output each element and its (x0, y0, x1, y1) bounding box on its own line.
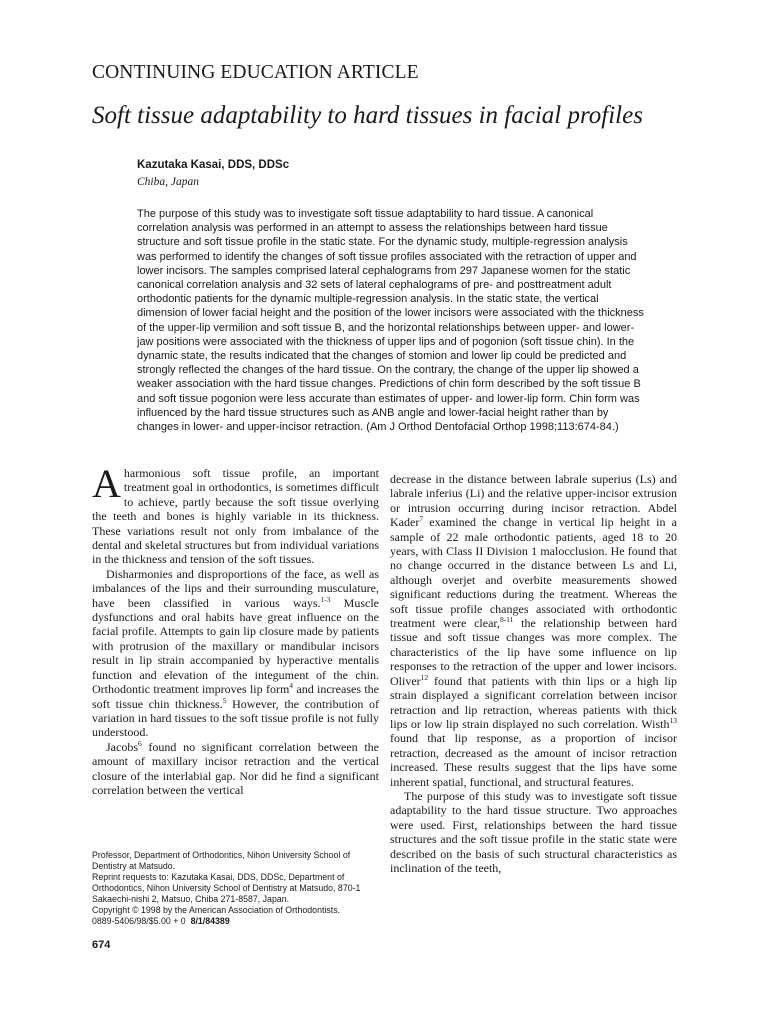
abstract: The purpose of this study was to investigate soft tissue adaptability to hard tissue. A canonical correlation analysis was performed in an attempt to assess the relationships between hard tissue structure and soft tissue profile in the static state. For the dynamic study, multiple-regression analysis was performed to identify the changes of soft tissue profiles associated with the retraction of upper and lower incisors. The samples comprised lateral cephalograms from 297 Japanese women for the static canonical correlation analysis and 32 sets of lateral cephalograms of pre- and posttreatment adult orthodontic patients for the dynamic multiple-regression analysis. In the static state, the vertical dimension of lower facial height and the position of the lower incisors were associated with the thickness of the upper-lip vermilion and soft tissue B, and the horizontal relationships between upper- and lower-jaw positions were associated with the thickness of upper lips and of pogonion (soft tissue chin). In the dynamic state, the results indicated that the changes of stomion and lower lip could be predicted and strongly reflected the changes of the hard tissue. On the contrary, the change of the upper lip showed a weaker association with the hard tissue changes. Predictions of chin form described by the soft tissue B and soft tissue pogonion were less accurate than estimates of upper- and lower-lip form. Chin form was influenced by the hard tissue structures such as ANB angle and lower-facial height rather than by changes in lower- and upper-incisor retraction. (Am J Orthod Dentofacial Orthop 1998;113:674-84.) (137, 208, 644, 434)
page-number: 674 (92, 939, 111, 951)
footnotes (92, 850, 379, 927)
citation-ref: 8-11 (499, 615, 514, 625)
body-column-right (390, 472, 677, 875)
citation-ref: 4 (289, 681, 294, 691)
footnote-position: Professor, Department of Orthodontics, Nihon University School of Dentistry at Matsudo. (92, 850, 351, 871)
intro-paragraph-1: A harmonious soft tissue profile, an important treatment goal in orthodontics, is sometimes difficult to achieve, partly because the soft tissue overlying the teeth and bones is highly variable in its thickness. These variations result not only from imbalance of the dental and skeletal structures but from individual variations in the thickness and tension of the soft tissues. (92, 461, 379, 567)
author-affiliation: Chiba, Japan (137, 176, 199, 188)
author-name: Kazutaka Kasai, DDS, DDSc (137, 159, 290, 171)
citation-ref: 12 (420, 672, 429, 682)
footnote-reprint: Reprint requests to: Kazutaka Kasai, DDS, DDSc, Department of Orthodontics, Nihon University School of Dentistry at Matsudo, 870-1 Sakaechi-nishi 2, Matsuo, Chiba 271-8587, Japan. (92, 872, 361, 904)
body-paragraph-purpose: The purpose of this study was to investigate soft tissue adaptability to the hard tissue structure. Two approaches were used. First, relationships between the hard tissue structures and the soft tissue profile in the static state were described on the basis of such structural characteristics as inclination of the teeth, (390, 788, 677, 875)
article-title: Soft tissue adaptability to hard tissues in facial profiles (92, 102, 643, 129)
body-column-left (92, 461, 379, 797)
footnote-issn: 0889-5406/98/$5.00 + 0 8/1/84389 (92, 916, 230, 926)
citation-ref: 5 (222, 695, 227, 705)
citation-ref: 13 (669, 715, 677, 725)
body-paragraph-continued: decrease in the distance between labrale superius (Ls) and labrale inferius (Li) and the relative upper-incisor extrusion or intrusion occurring during incisor retraction. Abdel Kader$^7$ examined the change in vertical lip height in a sample of 22 male orthodontic patients, aged 18 to 20 years, with Class II Division 1 malocclusion. He found that no change occurred in the distance between Ls and Li, although overjet and overbite measurements showed significant reductions during the treatment. Whereas the soft tissue profile changes associated with orthodontic treatment were clear,$^{8-11}$ the relationship between hard tissue and soft tissue changes was more complex. The characteristics of the lip have some influence on lip responses to the retraction of the upper and lower incisors. Oliver$^{12}$ found that patients with thin lips or a high lip strain displayed a significant correlation between incisor retraction and lip retraction, whereas patients with thick lips or low lip strain displayed no such correlation. Wisth$^{13}$ found that lip response, as a proportion of incisor retraction, decreased as the amount of incisor retraction increased. These results suggest that the lips have some inherent spatial, functional, and structural features. (390, 472, 677, 789)
citation-ref: 1-3 (320, 594, 331, 604)
intro-paragraph-3: Jacobs$^6$ found no significant correlation between the amount of maxillary incisor retraction and the vertical closure of the interlabial gap. Nor did he find a significant correlation between the vertical (92, 738, 379, 797)
citation-ref: 6 (138, 738, 142, 748)
drop-cap: A (92, 461, 121, 506)
section-label: CONTINUING EDUCATION ARTICLE (92, 62, 419, 83)
intro-paragraph-2: Disharmonies and disproportions of the face, as well as imbalances of the lips and their surrounding musculature, have been classified in various ways.$^{1-3}$ Muscle dysfunctions and oral habits have great influence on the facial profile. Attempts to gain lip closure made by patients with protrusion of the maxillary or mandibular incisors result in lip strain accompanied by hyperactive mentalis function and elevation of the integument of the chin. Orthodontic treatment improves lip form$^4$ and increases the soft tissue chin thickness.$^5$ However, the contribution of variation in hard tissues to the soft tissue profile is not fully understood. (92, 566, 379, 740)
citation-ref: 7 (419, 514, 424, 524)
footnote-copyright: Copyright © 1998 by the American Association of Orthodontists. (92, 905, 341, 915)
